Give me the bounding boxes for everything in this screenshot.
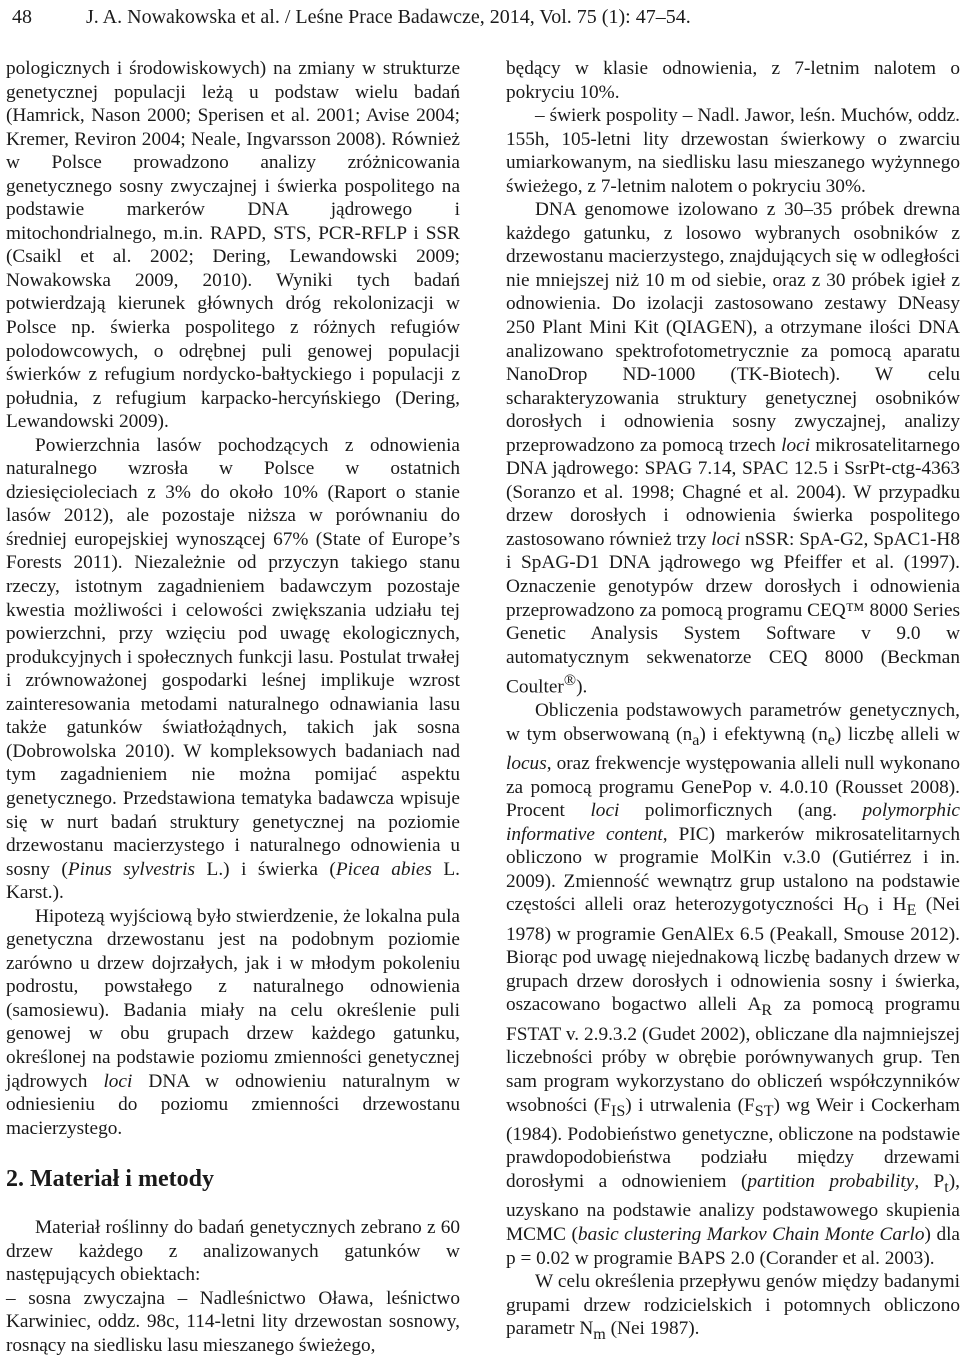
paragraph-hypothesis (6, 905, 460, 1140)
paragraph-gene-flow (506, 1270, 960, 1347)
text-run: , P (914, 1171, 945, 1193)
text-run: nSSR: SpA-G2, SpAC1-H8 i SpAG-D1 DNA jądrowego wg Pfeiffer et al. (1997). Oznaczenie genotypów drzew dorosłych i odnowienia przeprowadzono za pomocą programu CEQ™ 8000 Series Genetic Analysis System Software v 9.0 w automatycznym sekwenatorze CEQ 8000 (Beckman Coulter (506, 528, 960, 698)
term-mcmc: basic clustering Markov Chain Monte Carlo (577, 1223, 925, 1245)
term-loci: loci (103, 1070, 133, 1092)
text-run: ) i utrwalenia (F (625, 1094, 755, 1116)
paragraph-intro-continued: pologicznych i środowiskowych) na zmiany w strukturze genetycznej populacji leżą u podstaw wielu badań (Hamrick, Nason 2000; Sperisen et al. 2001; Avise 2004; Kremer, Reviron 2004; Neale, Ingvarsson 2008). Również w Polsce prowadzono analizy zróżnicowania genetycznego sosny zwyczajnej i świerka pospolitego na podstawie markerów DNA jądrowego i mitochondrialnego, m.in. RAPD, STS, PCR-RFLP i SSR (Csaikl et al. 2002; Dering, Lewandowski 2009; Nowakowska 2009, 2010). Wyniki tych badań potwierdzają kierunek głównych dróg rekolonizacji w Polsce np. świerka pospolitego z różnych refugiów polodowcowych, o odrębnej puli genowej populacji świerków z refugium nordycko-bałtyckiego i populacji z południa, z refugium karpacko-hercyńskiego (Dering, Lewandowski 2009). (6, 58, 460, 433)
subscript: O (857, 902, 869, 920)
text-run: ) dla p = 0.02 w programie BAPS 2.0 (Corander et al. 2003). (506, 1223, 960, 1269)
term-locus: locus (506, 753, 547, 775)
text-run: Powierzchnia lasów pochodzących z odnowienia naturalnego wzrosła w Polsce w ostatnich dziesięcioleciach z 3% do około 10% (Raport o stanie lasów 2012), ale pozostaje niższa w porównaniu do średniej europejskiej wynoszącej 67% (State of Europe’s Forests 2011). Niezależnie od przyczyn takiego stanu rzeczy, istotnym zagadnieniem badawczym pozostaje kwestia możliwości i celowości zwiększania udziału tej powierzchni, przy wzięciu pod uwagę ekologicznych, produkcyjnych i społecznych funkcji lasu. Postulat trwałej i zrównoważonej gospodarki leśnej implikuje wzrost zainteresowania metodami naturalnego odnawiania lasu także gatunków światłożądnych, takich jak sosna (Dobrowolska 2010). W kompleksowych badaniach nad tym zagadnieniem nie można pomijać aspektu genetycznego. Przedstawiona tematyka badawcza wpisuje się w nurt badań struktury genetycznej na poziomie drzewostanu macierzystego i naturalnego odnowienia u sosny ( (6, 434, 460, 880)
paragraph-pine-site-continued: będący w klasie odnowienia, z 7-letnim nalotem o pokryciu 10%. (506, 58, 960, 103)
subscript: E (906, 902, 917, 920)
subscript: IS (610, 1102, 626, 1120)
running-header (12, 2, 948, 32)
text-run: ) i efektywną (n (699, 723, 828, 745)
text-run: L. Karst.). (6, 858, 461, 904)
term-loci: loci (590, 800, 620, 822)
term-loci: loci (711, 528, 741, 550)
text-run: (Nei 1987). (605, 1318, 700, 1340)
text-run: W celu określenia przepływu genów między badanymi grupami drzew rodzicielskich i potomnych obliczono parametr N (506, 1271, 960, 1340)
subscript: t (944, 1178, 949, 1196)
term-partition-probability: partition probability (747, 1171, 915, 1193)
term-pic: polymorphic informative content (506, 800, 960, 845)
subscript: e (827, 731, 835, 749)
running-title: J. A. Nowakowska et al. / Leśne Prace Badawcze, 2014, Vol. 75 (1): 47–54. (86, 6, 691, 28)
subscript: ST (754, 1102, 774, 1120)
text-run: ) liczbę alleli w (834, 723, 960, 745)
section-heading: 2. Materiał i metody (6, 1166, 214, 1193)
paragraph-calculations (506, 699, 960, 1270)
page-number: 48 (12, 6, 32, 28)
subscript: m (593, 1326, 606, 1344)
text-run: , oraz frekwencje występowania alleli null wykonano za pomocą programu GenePop v. 4.0.10 (Rousset 2008). Procent (506, 753, 960, 822)
text-run: ). (576, 676, 588, 698)
text-run: i H (868, 894, 907, 916)
species-name-pine: Pinus sylvestris (67, 858, 196, 880)
text-run: DNA w odnowieniu naturalnym w odniesieniu do poziomu zmienności drzewostanu macierzystego. (6, 1070, 461, 1139)
list-item-spruce-site: – świerk pospolity – Nadl. Jawor, leśn. Muchów, oddz. 155h, 105-letni lity drzewostan świerkowy o zwarciu umiarkowanym, na siedlisku lasu mieszanego wyżynnego świeżego, z 7-letnim nalotem o pokryciu 30%. (506, 105, 960, 197)
text-run: za pomocą programu FSTAT v. 2.9.3.2 (Gudet 2002), obliczane dla najmniejszej liczebności próby w obrębie porównywanych grup. Ten sam program wykorzystano do obliczeń współczynników wsobności (F (506, 994, 960, 1116)
text-run: mikrosatelitarnego DNA jądrowego: SPAG 7.14, SPAC 12.5 i SsrPt-ctg-4363 (Soranzo et al. 1998; Chagné et al. 2004). W przypadku drzew dorosłych i odnowienia świerka pospolitego zastosowano również trzy (506, 434, 960, 550)
text-run: (Nei 1978) w programie GenAlEx 6.5 (Peakall, Smouse 2012). Biorąc pod uwagę niejednakową liczbę badanych drzew w grupach drzew dorosłych i odnowienia sosny i świerka, oszacowano bogactwo alleli A (506, 894, 960, 1016)
text-run: DNA genomowe izolowano z 30–35 próbek drewna każdego gatunku, z losowo wybranych osobników z drzewostanu macierzystego, znajdujących się w odległości nie mniejszej niż 10 m od siebie, oraz z 30 próbek igieł z odnowienia. Do izolacji zastosowano zestawy DNeasy 250 Plant Mini Kit (QIAGEN), a otrzymane ilości DNA analizowano spektrofotometrycznie za pomocą aparatu NanoDrop ND-1000 (TK-Biotech). W celu scharakteryzowania struktury genetycznej osobników dorosłych i odnowienia sosny zwyczajnej, analizy przeprowadzono za pomocą trzech (506, 199, 960, 456)
list-item-pine-site: – sosna zwyczajna – Nadleśnictwo Oława, leśnictwo Karwiniec, oddz. 98c, 114-letni lity drzewostan sosnowy, rosnący na siedlisku lasu mieszanego świeżego, (6, 1287, 460, 1356)
term-loci: loci (781, 434, 811, 456)
text-run: ) wg Weir i Cockerham (1984). Podobieństwo genetyczne, obliczone na podstawie prawdopodobieństwa podziału między drzewami dorosłymi a odnowieniem ( (506, 1094, 960, 1193)
text-run: Obliczenia podstawowych parametrów genetycznych, w tym obserwowaną (n (506, 700, 960, 745)
paragraph-material: Materiał roślinny do badań genetycznych zebrano z 60 drzew każdego z analizowanych gatunków w następujących obiektach: (6, 1217, 460, 1286)
left-column (6, 57, 460, 1357)
text-run: polimorficznych (ang. (619, 800, 863, 822)
text-run: ), uzyskano na podstawie analizy podstawowego skupienia MCMC ( (506, 1171, 960, 1245)
paragraph-forest-area (6, 434, 460, 905)
species-name-spruce: Picea abies (335, 858, 432, 880)
subscript: a (692, 731, 700, 749)
right-column (506, 57, 960, 1347)
text-run: L.) i świerka ( (195, 858, 336, 880)
paragraph-dna-isolation (506, 198, 960, 699)
text-run: , PIC) markerów mikrosatelitarnych obliczono w programie MolKin v.3.0 (Gutiérrez i in. 2009). Zmienność wewnątrz grup ustalono na podstawie częstości alleli oraz heterozygotyczności H (506, 823, 960, 916)
registered-mark: ® (563, 672, 577, 690)
text-run: Hipotezą wyjściową było stwierdzenie, że lokalna pula genetyczna drzewostanu jest na podobnym poziomie zarówno u drzew dojrzałych, jak i w młodym pokoleniu podrostu, powstałego z naturalnego odnowienia (samosiewu). Badania miały na celu określenie puli genowej w obu grupach drzew każdego gatunku, określonej na podstawie poziomu zmienności genetycznej jądrowych (6, 905, 460, 1092)
subscript: R (761, 1002, 773, 1020)
